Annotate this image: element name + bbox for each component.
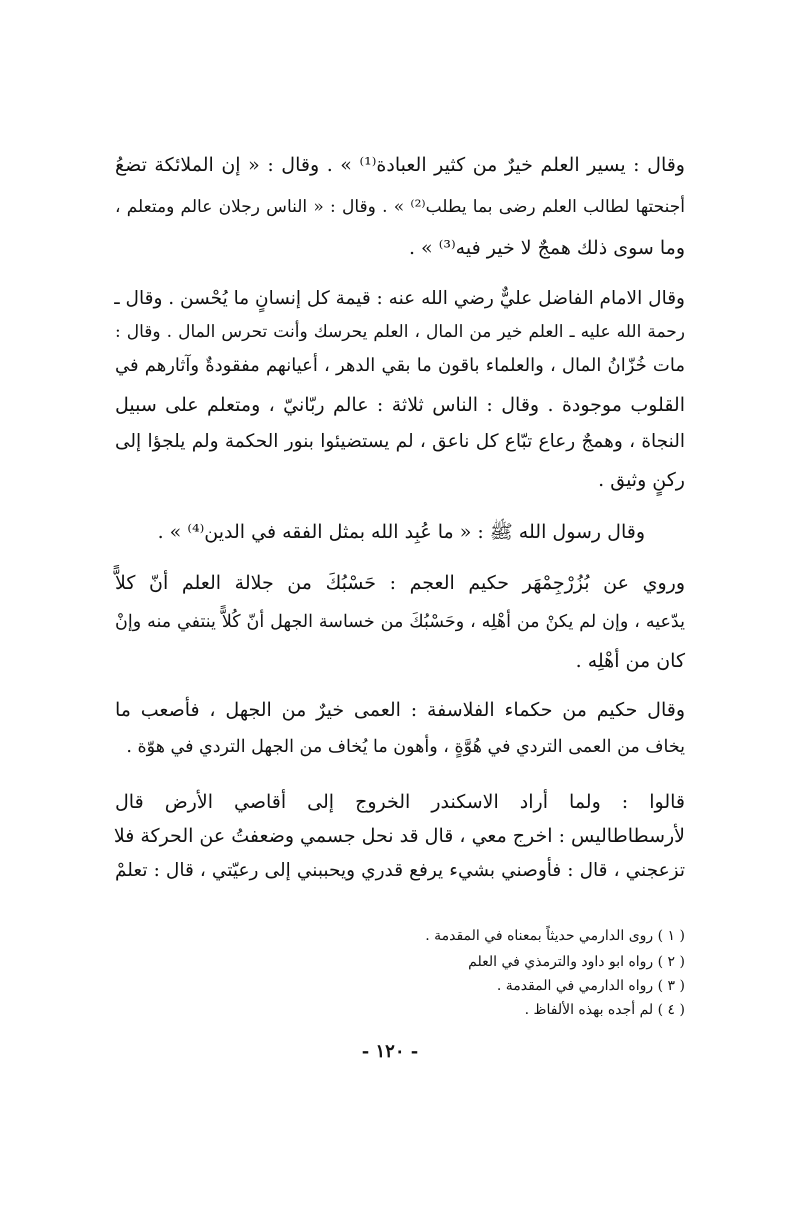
body-text-line: يدّعيه ، وإن لم يكنْ من أهْلِه ، وحَسْبُكَ من خساسة الجهل أنّ كُلاًّ ينتفي منه وإنْ (115, 612, 685, 632)
body-text-line: قالوا : ولما أراد الاسكندر الخروج إلى أقاصي الأرض قال (115, 791, 685, 813)
body-text-line: رحمة الله عليه ـ العلم خير من المال ، العلم يحرسك وأنت تحرس المال . وقال : (115, 322, 685, 342)
body-text-line: وقال رسول الله ﷺ : « ما عُبِد الله بمثل الفقه في الدين⁽⁴⁾ » . (157, 521, 645, 543)
body-text-line: النجاة ، وهمجٌ رعاع تبّاع كل ناعق ، لم يستضيئوا بنور الحكمة ولم يلجؤا إلى (115, 431, 685, 452)
body-text-line: ركنٍ وثيق . (598, 469, 685, 491)
body-text-line: القلوب موجودة . وقال : الناس ثلاثة : عالم ربّانيّ ، ومتعلم على سبيل (115, 394, 685, 416)
footnote: ( ٤ ) لم أجده بهذه الألفاظ . (524, 1002, 685, 1018)
body-text-line: تزعجني ، قال : فأوصني بشيء يرفع قدري ويحببني إلى رعيّتي ، قال : تعلمْ (115, 860, 685, 881)
body-text-line: لأرسطاطاليس : اخرج معي ، قال قد نحل جسمي وضعفتُ عن الحركة فلا (113, 825, 685, 847)
body-text-line: أجنحتها لطالب العلم رضى بما يطلب⁽²⁾ » . وقال : « الناس رجلان عالم ومتعلم ، (115, 197, 686, 217)
body-text-line: وقال الامام الفاضل عليٌّ رضي الله عنه : قيمة كل إنسانٍ ما يُحْسن . وقال ـ (114, 288, 685, 309)
body-text-line: وما سوى ذلك همجٌ لا خير فيه⁽³⁾ » . (408, 237, 685, 259)
footnote: ( ٣ ) رواه الدارمي في المقدمة . (496, 978, 685, 994)
body-text-line: وروي عن بُزُرْجِمْهَر حكيم العجم : حَسْبُكَ من جلالة العلم أنّ كلاًّ (115, 572, 685, 594)
body-text-line: وقال : يسير العلم خيرٌ من كثير العبادة⁽¹⁾ » . وقال : « إن الملائكة تضعُ (115, 154, 685, 176)
body-text-line: كان من أهْلِه . (575, 650, 685, 672)
body-text-line: مات خُزّانُ المال ، والعلماء باقون ما بقي الدهر ، أعيانهم مفقودةٌ وآثارهم في (115, 355, 685, 376)
footnote: ( ٢ ) رواه ابو داود والترمذي في العلم (468, 954, 685, 970)
page-number: - ١٢٠ - (361, 1041, 419, 1062)
body-text-line: يخاف من العمى التردي في هُوَّةٍ ، وأهون ما يُخاف من الجهل التردي في هوّة . (126, 737, 685, 757)
footnote: ( ١ ) روى الدارمي حديثاً بمعناه في المقدمة . (425, 928, 685, 944)
body-text-line: وقال حكيم من حكماء الفلاسفة : العمى خيرٌ من الجهل ، فأصعب ما (115, 699, 685, 721)
